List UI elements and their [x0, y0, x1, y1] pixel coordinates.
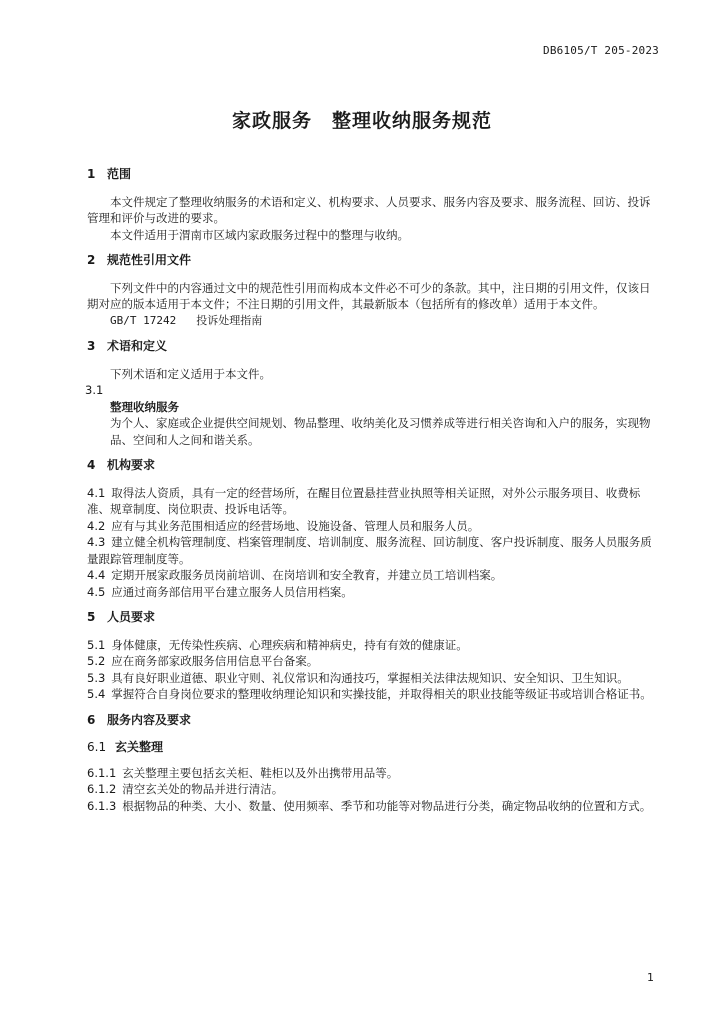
clause-text: 身体健康，无传染性疾病、心理疾病和精神病史，持有有效的健康证。: [111, 637, 468, 652]
clause: [87, 765, 657, 782]
clause-text: 根据物品的种类、大小、数量、使用频率、季节和功能等对物品进行分类，确定物品收纳的位置和方式。: [122, 798, 652, 813]
paragraph: 下列术语和定义适用于本文件。: [110, 366, 271, 381]
section-title: 术语和定义: [107, 339, 168, 353]
section-number: 6: [87, 712, 96, 727]
section-number: 2: [87, 253, 96, 267]
term-number: 3.1: [85, 383, 104, 397]
clause-number: 5.1: [87, 637, 106, 652]
section-number: 5: [87, 610, 96, 624]
clause: [87, 781, 657, 798]
clause-text: 建立健全机构管理制度、档案管理制度、培训制度、服务流程、回访制度、客户投诉制度、服务人员服务质量跟踪管理制度等。: [87, 535, 652, 566]
clause: [87, 798, 657, 815]
clause-number: 4.5: [87, 584, 106, 599]
term-name: 整理收纳服务: [110, 399, 179, 414]
clause-text: 玄关整理主要包括玄关柜、鞋柜以及外出携带用品等。: [122, 765, 399, 780]
normative-reference: [87, 313, 657, 330]
clause-number: 4.4: [87, 568, 106, 582]
page-number: 1: [647, 971, 654, 984]
clause-text: 掌握符合自身岗位要求的整理收纳理论知识和实操技能，并取得相关的职业技能等级证书或培训合格证书。: [111, 687, 652, 701]
paragraph: 本文件适用于渭南市区域内家政服务过程中的整理与收纳。: [110, 227, 409, 242]
clause: [87, 567, 657, 584]
section-number: 4: [87, 458, 96, 472]
clause: [87, 485, 657, 518]
clause-number: 4.2: [87, 518, 106, 533]
clause-text: 定期开展家政服务员岗前培训、在岗培训和安全教育，并建立员工培训档案。: [111, 568, 503, 582]
clause-number: 5.4: [87, 687, 106, 701]
clause-number: 6.1.3: [87, 798, 117, 813]
term-definition: 为个人、家庭或企业提供空间规划、物品整理、收纳美化及习惯养成等进行相关咨询和入户的服务，实现物品、空间和人之间和谐关系。: [110, 416, 651, 447]
section-1-heading: [87, 166, 657, 183]
document-title: 家政服务 整理收纳服务规范: [231, 110, 492, 132]
clause-text: 清空玄关处的物品并进行清洁。: [122, 782, 284, 796]
clause-number: 6.1.1: [87, 765, 117, 780]
section-number: 1: [87, 167, 96, 181]
standard-number: DB6105/T 205-2023: [543, 44, 659, 57]
clause: [87, 686, 657, 703]
section-title: 机构要求: [107, 458, 156, 472]
section-title: 规范性引用文件: [107, 253, 192, 267]
section-6-heading: [87, 712, 657, 729]
section-5-heading: [87, 609, 657, 626]
clause: [87, 653, 657, 670]
clause-text: 应在商务部家政服务信用信息平台备案。: [111, 654, 319, 668]
section-title: 服务内容及要求: [107, 712, 192, 727]
clause-text: 应通过商务部信用平台建立服务人员信用档案。: [111, 584, 353, 599]
section-title: 人员要求: [107, 610, 156, 624]
clause: [87, 670, 657, 687]
section-3-heading: [87, 338, 657, 355]
clause-number: 5.2: [87, 654, 106, 668]
document-body: [87, 166, 657, 814]
section-4-heading: [87, 457, 657, 474]
reference-code: GB/T 17242: [110, 313, 177, 327]
subsection-number: 6.1: [87, 740, 107, 754]
clause-text: 取得法人资质，具有一定的经营场所，在醒目位置悬挂营业执照等相关证照，对外公示服务项目、收费标准、规章制度、岗位职责、投诉电话等。: [87, 485, 641, 516]
section-title: 范围: [107, 167, 132, 181]
subsection-heading: [87, 739, 657, 756]
section-number: 3: [87, 339, 96, 353]
clause-number: 6.1.2: [87, 782, 117, 796]
reference-title: 投诉处理指南: [196, 313, 263, 327]
clause-number: 4.3: [87, 535, 106, 549]
clause-number: 4.1: [87, 485, 106, 500]
clause-text: 具有良好职业道德、职业守则、礼仪常识和沟通技巧，掌握相关法律法规知识、安全知识、卫生知识。: [111, 670, 629, 685]
paragraph: 下列文件中的内容通过文中的规范性引用而构成本文件必不可少的条款。其中，注日期的引用文件，仅该日期对应的版本适用于本文件；不注日期的引用文件，其最新版本（包括所有的修改单）适用于本文件。: [87, 280, 651, 311]
section-2-heading: [87, 252, 657, 269]
subsection-title: 玄关整理: [115, 740, 164, 754]
paragraph: 本文件规定了整理收纳服务的术语和定义、机构要求、人员要求、服务内容及要求、服务流程、回访、投诉管理和评价与改进的要求。: [87, 194, 651, 225]
clause-number: 5.3: [87, 670, 106, 685]
clause: [87, 534, 657, 567]
clause: [87, 518, 657, 535]
clause-text: 应有与其业务范围相适应的经营场地、设施设备、管理人员和服务人员。: [111, 518, 480, 533]
clause: [87, 584, 657, 601]
clause: [87, 637, 657, 654]
